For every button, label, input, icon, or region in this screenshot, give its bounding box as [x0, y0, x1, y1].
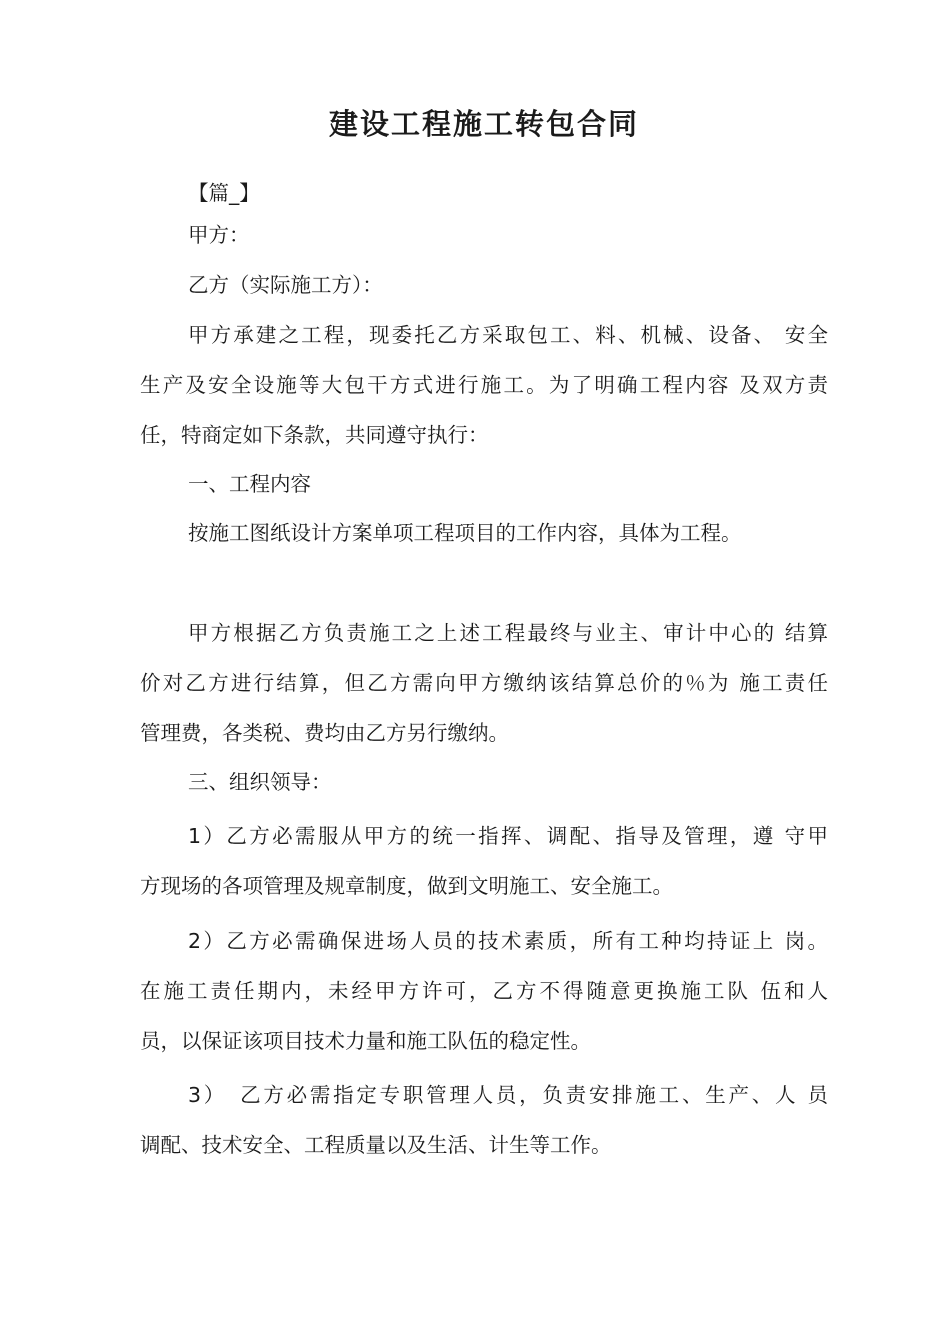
settlement-line-2: 价对乙方进行结算，但乙方需向甲方缴纳该结算总价的％为 施工责任 [140, 671, 828, 695]
clause-3-line-2: 调配、技术安全、工程质量以及生活、计生等工作。 [140, 1133, 612, 1157]
party-a-label: 甲方： [188, 223, 250, 247]
clause-3-line-1: 3） 乙方必需指定专职管理人员，负责安排施工、生产、人 员 [188, 1083, 828, 1107]
clause-1-paragraph [140, 811, 828, 911]
clause-2-line-2: 在施工责任期内，未经甲方许可，乙方不得随意更换施工队 伍和人 [140, 979, 828, 1003]
clause-2-paragraph [140, 916, 828, 1066]
clause-1-line-2: 方现场的各项管理及规章制度，做到文明施工、安全施工。 [140, 874, 673, 898]
clause-3-paragraph [140, 1070, 828, 1170]
intro-paragraph [140, 310, 828, 460]
party-b-label: 乙方（实际施工方）： [188, 273, 383, 297]
clause-2-line-3: 员，以保证该项目技术力量和施工队伍的稳定性。 [140, 1029, 591, 1053]
settlement-paragraph [140, 608, 828, 758]
section-1-heading: 一、工程内容 [188, 472, 311, 496]
clause-2-line-1: 2）乙方必需确保进场人员的技术素质，所有工种均持证上 岗。 [188, 929, 828, 953]
document-title: 建设工程施工转包合同 [328, 107, 639, 141]
settlement-line-1: 甲方根据乙方负责施工之上述工程最终与业主、审计中心的 结算 [188, 621, 828, 645]
section-3-heading: 三、组织领导： [188, 770, 332, 794]
intro-line-3: 任，特商定如下条款，共同遵守执行： [140, 423, 489, 447]
clause-1-line-1: 1）乙方必需服从甲方的统一指挥、调配、指导及管理，遵 守甲 [188, 824, 828, 848]
intro-line-2: 生产及安全设施等大包干方式进行施工。为了明确工程内容 及双方责 [140, 373, 828, 397]
intro-line-1: 甲方承建之工程，现委托乙方采取包工、料、机械、设备、 安全 [188, 323, 828, 347]
section-marker: 【篇_】 [188, 181, 260, 205]
section-1-body: 按施工图纸设计方案单项工程项目的工作内容，具体为工程。 [188, 521, 742, 545]
settlement-line-3: 管理费，各类税、费均由乙方另行缴纳。 [140, 721, 509, 745]
